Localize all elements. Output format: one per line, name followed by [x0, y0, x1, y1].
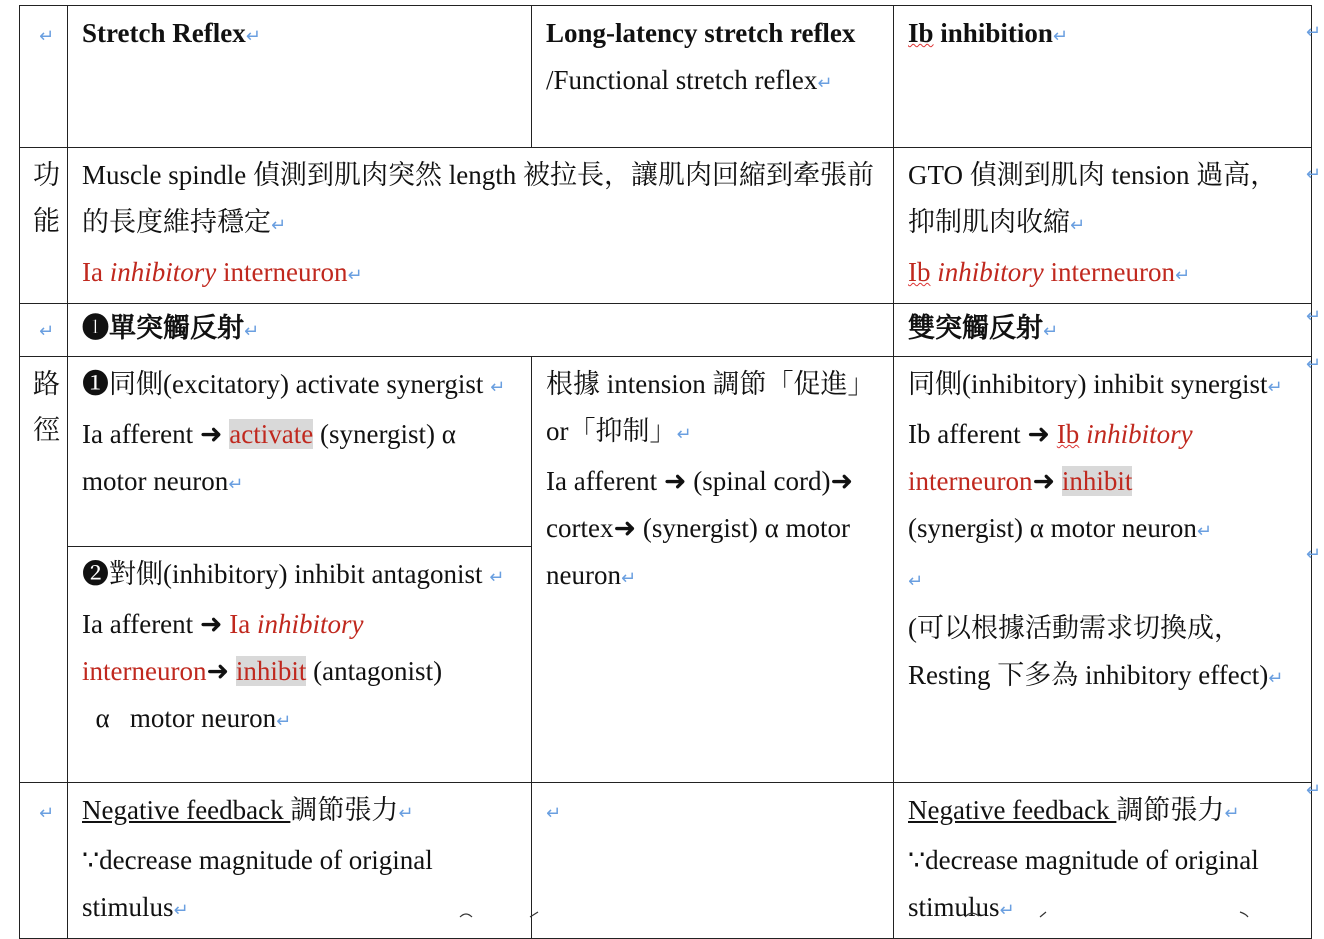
return-mark: ↵	[271, 215, 287, 236]
return-mark: ↵	[620, 568, 637, 589]
decrease-magnitude-text: ∵decrease magnitude of original stimulus	[908, 845, 1259, 922]
negative-feedback-label: Negative feedback	[82, 795, 291, 825]
decrease-magnitude-text: ∵decrease magnitude of original stimulus	[82, 845, 433, 922]
return-mark: ↵	[398, 803, 414, 824]
return-mark: ↵	[1267, 377, 1283, 398]
row-end-mark: ↵	[1305, 354, 1321, 375]
resting-note-text: (可以根據活動需求切換成，Resting 下多為 inhibitory effect)	[908, 613, 1269, 690]
header-stretch-reflex	[68, 6, 532, 148]
return-mark: ↵	[1043, 321, 1059, 342]
function-label: 功能	[33, 160, 60, 236]
path-ipsilateral-cell	[68, 357, 532, 547]
return-mark: ↵	[228, 474, 244, 495]
antagonist-text: (antagonist)	[306, 656, 443, 686]
return-mark: ↵	[490, 377, 506, 398]
path-label-cell	[20, 357, 68, 783]
return-mark: ↵	[546, 803, 562, 824]
tension-regulation-text: 調節張力	[290, 795, 399, 825]
reflex-comparison-table	[19, 5, 1312, 939]
return-mark: ↵	[1052, 26, 1068, 47]
cut-off-text-fragments	[0, 908, 1324, 918]
header-long-latency-bold: Long-latency stretch reflex	[546, 18, 856, 48]
return-mark: ↵	[1268, 668, 1284, 689]
ib-inhibitory: inhibitory	[1079, 419, 1193, 449]
arrow: ➜	[1032, 466, 1062, 496]
contralateral-text: ❷對側(inhibitory) inhibit antagonist	[82, 559, 490, 589]
path-contralateral-cell	[68, 547, 532, 783]
ia-inhibitory: inhibitory	[257, 609, 364, 639]
disynaptic-label: 雙突觸反射	[908, 313, 1043, 343]
return-mark: ↵	[1196, 521, 1212, 542]
return-mark: ↵	[347, 265, 363, 286]
return-mark: ↵	[244, 321, 260, 342]
function-ib-cell	[894, 148, 1312, 304]
header-inhibition-label: inhibition	[933, 18, 1053, 48]
function-stretch-text: Muscle spindle 偵測到肌肉突然 length 被拉長，讓肌肉回縮到牽張前的長度維持穩定	[82, 160, 874, 237]
monosynaptic-label: ❶單突觸反射	[82, 313, 244, 343]
function-stretch-cell	[68, 148, 894, 304]
path-ib-cell	[894, 357, 1312, 783]
ib-prefix: Ib	[1056, 419, 1080, 449]
ia-prefix: Ia	[229, 609, 258, 639]
synapse-label-cell	[20, 304, 68, 357]
return-mark: ↵	[245, 26, 261, 47]
ib-interneuron: interneuron	[1043, 257, 1175, 287]
arrow: ➜	[206, 656, 236, 686]
ia-interneuron: interneuron	[216, 257, 348, 287]
header-ib-label: Ib	[908, 18, 934, 48]
return-mark: ↵	[489, 567, 505, 588]
return-mark: ↵	[38, 26, 55, 47]
synapse-left-cell	[68, 304, 894, 357]
function-label-cell	[20, 148, 68, 304]
row-end-mark: ↵	[1305, 306, 1321, 327]
ia-prefix: Ia	[82, 257, 110, 287]
header-corner-cell	[20, 6, 68, 148]
ib-interneuron-text	[908, 257, 1175, 287]
tension-regulation-text: 調節張力	[1116, 795, 1225, 825]
return-mark: ↵	[276, 711, 292, 732]
return-mark: ↵	[1224, 803, 1240, 824]
activate-highlight: activate	[229, 419, 314, 449]
motor-neuron-text: α motor neuron	[82, 703, 277, 733]
ib-synergist-text: (synergist) α motor neuron	[908, 513, 1197, 543]
ia-interneuron-text	[82, 257, 347, 287]
path-label: 路徑	[33, 369, 60, 445]
return-mark: ↵	[1174, 265, 1191, 286]
header-stretch-reflex-label: Stretch Reflex	[82, 18, 246, 48]
return-mark: ↵	[999, 900, 1015, 921]
ia-inhibitory: inhibitory	[109, 257, 217, 287]
return-mark: ↵	[908, 571, 924, 592]
return-mark: ↵	[38, 803, 55, 824]
header-long-latency-rest: /Functional stretch reflex	[546, 65, 818, 95]
return-mark: ↵	[1070, 215, 1086, 236]
ia-interneuron: interneuron	[82, 656, 207, 686]
ib-ipsilateral-text: 同側(inhibitory) inhibit synergist	[908, 369, 1268, 399]
ipsilateral-text: ❶同側(excitatory) activate synergist	[82, 369, 491, 399]
function-gto-text: GTO 偵測到肌肉 tension 過高，抑制肌肉收縮	[908, 160, 1278, 237]
inhibit-highlight: inhibit	[235, 656, 307, 686]
intension-text: 根據 intension 調節「促進」or「抑制」	[546, 369, 875, 446]
ib-interneuron: interneuron	[908, 466, 1033, 496]
path-long-latency-cell	[532, 357, 894, 783]
synapse-right-cell	[894, 304, 1312, 357]
header-row	[20, 6, 1312, 148]
row-end-mark: ↵	[1305, 544, 1321, 565]
return-mark: ↵	[173, 900, 189, 921]
function-row	[20, 148, 1312, 304]
synapse-row	[20, 304, 1312, 357]
ib-inhibitory: inhibitory	[930, 257, 1044, 287]
ia-afferent-text: Ia afferent ➜	[82, 419, 230, 449]
return-mark: ↵	[676, 424, 692, 445]
synergist-motor-neuron-text: (synergist) α motor neuron	[82, 419, 456, 496]
long-latency-path-text: Ia afferent ➜ (spinal cord)➜ cortex➜ (synergist) α motor neuron	[546, 466, 854, 590]
return-mark: ↵	[817, 73, 833, 94]
ib-prefix: Ib	[908, 257, 931, 287]
path-row-top	[20, 357, 1312, 547]
header-ib-inhibition	[894, 6, 1312, 148]
row-end-mark: ↵	[1305, 22, 1321, 43]
inhibit-highlight: inhibit	[1061, 466, 1133, 496]
return-mark: ↵	[38, 321, 55, 342]
ia-afferent-text: Ia afferent ➜	[82, 609, 230, 639]
header-long-latency	[532, 6, 894, 148]
row-end-mark: ↵	[1305, 780, 1321, 801]
negative-feedback-label: Negative feedback	[908, 795, 1117, 825]
ib-afferent-text: Ib afferent ➜	[908, 419, 1057, 449]
row-end-mark: ↵	[1305, 164, 1321, 185]
